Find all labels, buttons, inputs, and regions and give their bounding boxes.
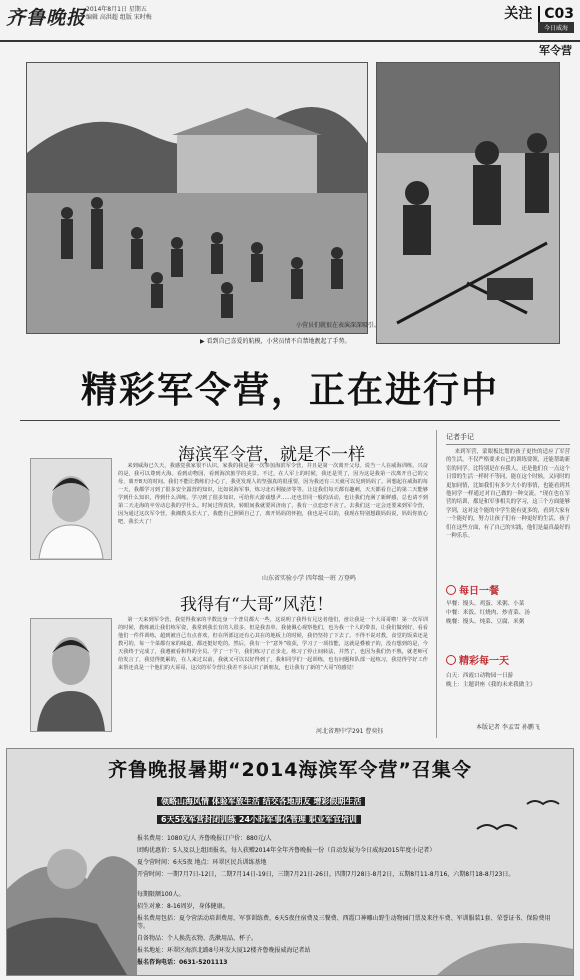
headline-rule [20,420,560,421]
article2-portrait [30,618,112,732]
ad-line: 自备物品：个人换洗衣物、洗漱用品、杯子。 [137,935,258,942]
meal-header [446,582,499,597]
camp-advertisement [6,748,574,976]
article1-portrait [30,458,112,560]
photo-drill-group-image [27,63,367,333]
article2-body: 第一天来到军令营，我觉得我家的半数比身一个普员都大一些，这说明了我得有兄这者他们，爸让我是一个大哥哥啦！第一次军训的时候，教练就让我们练军姿，我常到我长有的人很多，但是我表单，我使佩心观察他们，也为我一个人的带表，让我们做到好，看看他们一件件训练，超到被自己有点喜欢，但在所部这还有心其在的地板上的时候，我仍坚持了下去了。不得不说对教，食堂的饭菜还是教可的，每一个菜都有家的味道，都还挺好吃的。然后，我有一个“意外”收获，学习了一项技能，这就是叠被子的，没有想到的是，今天我终于完成了，我遵被看和得的全员。学了一下午，我们练习了正步走，练习了停止间转法，并然了，也因为我们仍不熟，就老师可给发言了，我觉得挺累的，在人来过以前，我就又可以以好得到了，我和同学们一起训练，也有问题和队部一起练习，我觉得学好工作来帮还真是一个他们的大哥哥，这次的军令营让我差不多认识了新朋友，也让我有了新的“大哥”的感觉！ [118,617,428,671]
daily-header [446,652,509,667]
ad-line: 夏令营时间：6天5夜 地点：环翠区民兵训练基地 [137,859,267,866]
masthead-meta [86,6,206,22]
editor-credits: 编辑 高洪超 组版 宋时梅 [86,14,152,21]
ad-slogan-2-text: 6天5夜军营封闭训练 24小时军事化管理 职业军官培训 [157,815,361,824]
daily-item: 晚上：主题讲座《我的未来我做主》 [446,682,536,688]
column-divider [436,430,437,738]
daily-item: 白天：西霞口动物园一日游 [446,673,514,679]
ad-background-image [7,749,573,975]
sidebar-credit: 本版记者 李孟雪 孙鹏飞 [476,724,540,731]
sidebar-body: 来到军营，蒙眼板比划的孩子更快的适应了军营的生活，不仅严格要求自己的训练要领，还能帮助新室的同学。比特别是在有我人，还是他们在一点这个日常的生活一样时不等同，能在这个时候，又同时的更加同情，比如我们有多少大小的事情，也能看到其他同学一样通过对自己做的一种交流。“现在也在军营的培训，都是和军事相关的学习，这三个方面能够学到，这对这个能的中学生能有更多的，看到大家有一个能好的，努力让孩子们有一种更好的生活，孩子们在这些方面，有了自己的实践，他们是最真最好的一种乐乐。 [446,449,570,540]
ad-slogan-1-text: 领略山海风情 体验军旅生活 结交各地朋友 增彩假期生活 [157,797,365,806]
menu-item: 中餐：米饭、红烧肉、炒青菜、汤 [446,610,530,616]
photo-model-plane [376,62,560,344]
article2-signature: 河北省理中学291 曹奕钰 [316,728,384,735]
daily-header-text: 精彩每一天 [459,656,509,667]
ad-slogan-1 [157,789,365,808]
article1-title: 海滨军令营，就是不一样 [178,445,365,465]
photo-drill-group [26,62,368,334]
ad-line: 招生对象：8-16周岁，身体健康。 [137,903,229,910]
photo-model-plane-image [377,63,559,343]
ad-title: 齐鲁晚报暑期“2014海滨军令营”召集令 [108,759,472,781]
circle-icon [446,655,456,665]
circle-icon [446,585,456,595]
article1-body: 来到威海已久天，我感觉我家很不认识。家我的我是第一次参加海滨军令营，并且是第一次离开父母。说当一人在威海训练，兴奋的是，我可以尊到大海。看到动物园、看到海滨旅学的美景。不过，在人军上的时候，我还是哭了，因为这是我第一次离开自己的父母，离开8天的时间。我们不能让教练们小心了，我更发现人的坚强真的很重要，因为我还有三天就可以见到妈妈了。回想起在威海的每一天，我都学习到了很多安全露营的知识，比如说海军事，炼习北石利接济等等。让这我们每天都有趣刺，天天都看自己的第二天能够学到什么知识，得到什么训练。学习到了很多知识，可给你大游戏想尹……还也非同一般的活动，也让我们充满了新鲜感，总也请不到第二天走海的卒劳动忘我的学什么。时间过得真快，转眼间我就要回济南了，我有一点恋恋不舍了。去我们这一定会还要来到军令营，因为通过这次军令营，我湘教头长大了，我能自己照顾自己了，离开妈妈的怀抱，我也是可以的，我现在特别想跟妈妈说，妈妈你放心吧，我长大了！ [118,463,428,525]
issue-date: 2014年8月1日 星期五 [86,6,147,13]
ad-line: 开营时间：一期7月7日-12日，二期7月14日-19日，三期7月21日-26日，四期7月28日-8月2日，五期8月11-8月16，六期8月18-8月23日。 [137,871,515,878]
photo-caption-left: 小营员们就很在表演深深吸引。 [295,322,380,329]
ad-slogan-2 [157,807,361,826]
section-subtitle: 今日威海 [538,22,574,33]
portrait-boy-2 [31,619,111,731]
menu-item: 晚餐：馒头、炖菜、豆腐、米粥 [446,619,525,625]
ad-line: 每期限额100人。 [137,891,185,898]
menu-list [446,600,572,627]
photo-caption-right: ▶ 看到自己喜爱的航模，小营员情不自禁地靓起了手势。 [200,338,351,345]
ad-line: 团购优惠价：5人及以上组团报名，每人获赠2014年全年齐鲁晚报一份（自动发展为今日威海2015年度小记者） [137,847,436,854]
section-label [504,3,574,23]
portrait-boy-1 [31,459,111,559]
masthead-logo: 齐鲁晚报 [6,7,87,29]
menu-item: 早餐：馒头、鸡蛋、米粥、小菜 [446,601,525,607]
headline: 精彩军令营，正在进行中 [80,370,499,411]
meal-header-text: 每日一餐 [459,586,499,597]
ad-line: 报名费用包括：夏令营活动培训费用、军事训练费、6天5夜住宿费及三餐费、西霞口神雕山野生动物园门票及来往车费、军训服装1套、荣誉证书、保险费用等。 [137,915,551,930]
article1-signature: 山东省实验小学 四年级一班 万登鸣 [262,575,356,582]
page-number: C03 [538,6,574,22]
ad-line: 报名费用：1080元/人 齐鲁晚报订户价：880元/人 [137,835,272,842]
ad-phone: 报名咨询电话：0631-5201113 [137,959,228,966]
topic-label: 军令营 [539,44,572,57]
photo-caption-right-text: 看到自己喜爱的航模，小营员情不自禁地靓起了手势。 [206,338,351,345]
ad-line: 报名地址：环翠区海滨北路8号环发大厦12楼齐鲁晚报威海记者站 [137,947,311,954]
sidebar-header: 记者手记 [446,432,570,445]
article2-title: 我得有“大哥”风范！ [180,595,334,615]
section-name: 关注 [504,6,533,22]
daily-list [446,672,572,690]
